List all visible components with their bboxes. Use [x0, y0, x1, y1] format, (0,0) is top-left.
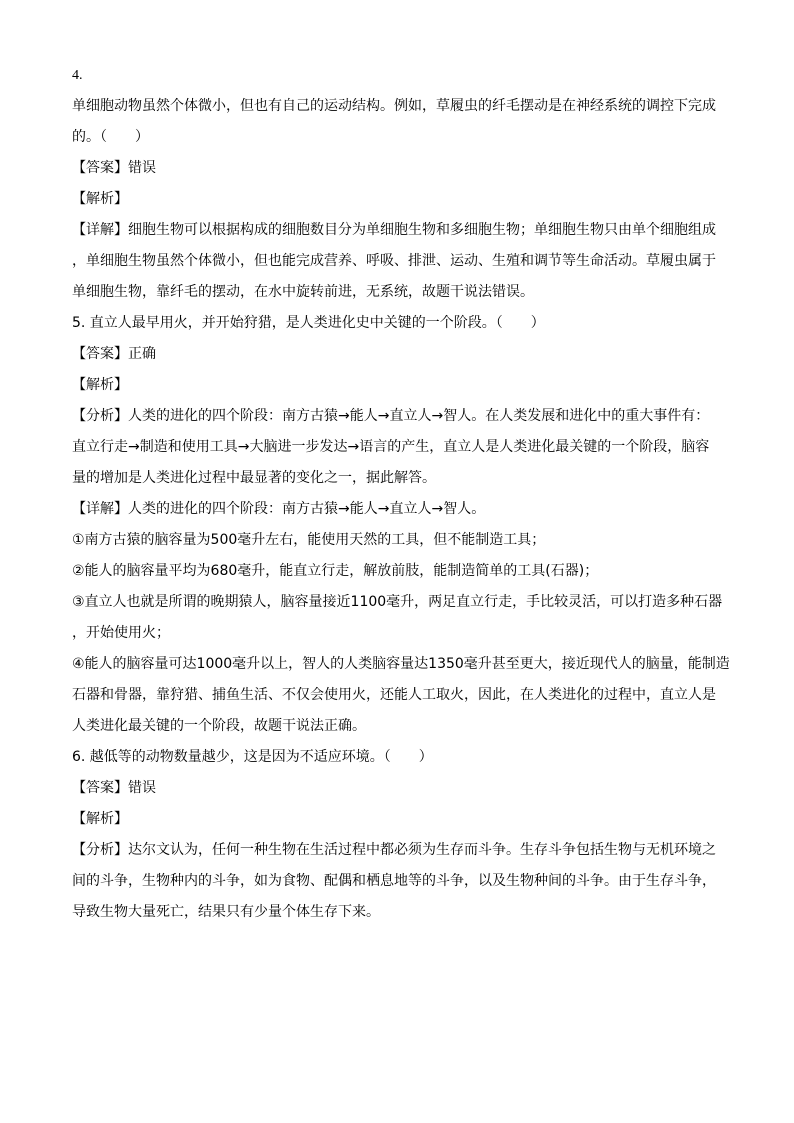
detail-item-4: ④能人的脑容量可达1000毫升以上，智人的人类脑容量达1350毫升甚至更大，接近现代人的脑量，能制造	[72, 656, 730, 672]
answer-tag: 【答案】	[72, 780, 128, 796]
answer-value: 错误	[128, 160, 156, 176]
answer-tag: 【答案】	[72, 160, 128, 176]
detail-item-1: ①南方古猿的脑容量为500毫升左右，能使用天然的工具，但不能制造工具；	[72, 532, 546, 548]
detail-item-3-cont: ，开始使用火；	[72, 625, 170, 641]
fenxi-text: 直立行走→制造和使用工具→大脑进一步发达→语言的产生，直立人是人类进化最关键的一个阶段，脑容	[72, 439, 710, 455]
detail-item-4-cont: 石器和骨器，靠狩猎、捕鱼生活、不仅会使用火，还能人工取火，因此，在人类进化的过程中，直立人是	[72, 687, 716, 703]
answer-line	[72, 773, 722, 804]
detail-line	[72, 494, 722, 525]
fenxi-text: 人类的进化的四个阶段：南方古猿→能人→直立人→智人。在人类发展和进化中的重大事件有：	[128, 408, 710, 424]
detail-text: ，单细胞生物虽然个体微小，但也能完成营养、呼吸、排泄、运动、生殖和调节等生命活动。草履虫属于	[72, 253, 716, 269]
fenxi-line	[72, 835, 722, 866]
question-5	[72, 308, 730, 742]
detail-text: 人类的进化的四个阶段：南方古猿→能人→直立人→智人。	[128, 501, 486, 517]
analysis-tag: 【解析】	[72, 377, 128, 393]
question-number: 4.	[72, 68, 83, 83]
fenxi-text: 间的斗争，生物种内的斗争，如为食物、配偶和栖息地等的斗争，以及生物种间的斗争。由于生存斗争，	[72, 873, 716, 889]
fenxi-text: 达尔文认为，任何一种生物在生活过程中都必须为生存而斗争。生存斗争包括生物与无机环境之	[128, 842, 716, 858]
question-6	[72, 742, 722, 928]
detail-item-3: ③直立人也就是所谓的晚期猿人，脑容量接近1100毫升，两足直立行走，手比较灵活，可以打造多种石器	[72, 594, 723, 610]
question-4	[72, 60, 722, 308]
fenxi-tag: 【分析】	[72, 408, 128, 424]
answer-value: 正确	[128, 346, 156, 362]
document-page	[72, 60, 730, 928]
detail-text: 单细胞生物，靠纤毛的摆动，在水中旋转前进，无系统，故题干说法错误。	[72, 284, 534, 300]
detail-text: 细胞生物可以根据构成的细胞数目分为单细胞生物和多细胞生物；单细胞生物只由单个细胞组成	[128, 222, 716, 238]
analysis-tag: 【解析】	[72, 191, 128, 207]
detail-tag: 【详解】	[72, 501, 128, 517]
fenxi-text: 量的增加是人类进化过程中最显著的变化之一，据此解答。	[72, 470, 436, 486]
answer-tag: 【答案】	[72, 346, 128, 362]
fenxi-line	[72, 401, 722, 432]
fenxi-tag: 【分析】	[72, 842, 128, 858]
detail-tag: 【详解】	[72, 222, 128, 238]
answer-line	[72, 339, 722, 370]
detail-item-4-cont: 人类进化最关键的一个阶段，故题干说法正确。	[72, 718, 366, 734]
detail-line	[72, 215, 722, 246]
question-stem-line: 单细胞动物虽然个体微小，但也有自己的运动结构。例如，草履虫的纤毛摆动是在神经系统的调控下完成	[72, 98, 716, 114]
detail-item-2: ②能人的脑容量平均为680毫升，能直立行走，解放前肢，能制造简单的工具(石器)；	[72, 563, 599, 579]
question-stem: 5. 直立人最早用火，并开始狩猎，是人类进化史中关键的一个阶段。（ ）	[72, 315, 545, 331]
question-stem-line: 的。（ ）	[72, 129, 149, 145]
answer-line	[72, 153, 722, 184]
analysis-tag: 【解析】	[72, 811, 128, 827]
question-stem: 6. 越低等的动物数量越少，这是因为不适应环境。（ ）	[72, 749, 433, 765]
answer-value: 错误	[128, 780, 156, 796]
fenxi-text: 导致生物大量死亡，结果只有少量个体生存下来。	[72, 904, 380, 920]
